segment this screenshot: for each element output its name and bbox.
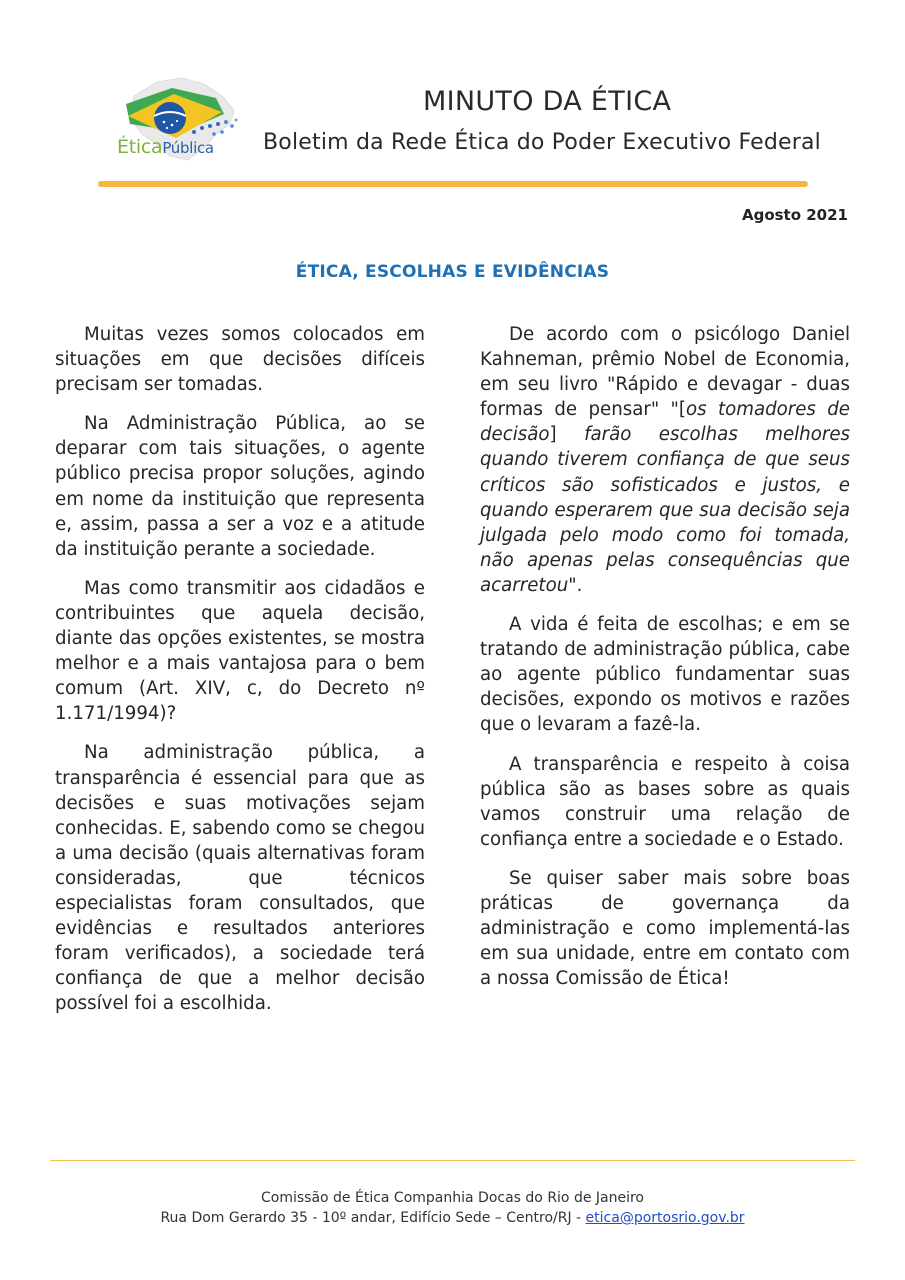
paragraph: Muitas vezes somos colocados em situações em que decisões difíceis precisam ser tomadas. <box>55 324 425 396</box>
paragraph: Se quiser saber mais sobre boas práticas de governança da administração e como implementá-las em sua unidade, entre em contato com a nossa Comissão de Ética! <box>480 867 850 990</box>
quote-intro: De acordo com o psicólogo Daniel Kahneman, prêmio Nobel de Economia, em seu livro "Rápido e devagar - duas formas de pensar" "[ <box>480 324 850 421</box>
paragraph: Mas como transmitir aos cidadãos e contribuintes que aquela decisão, diante das opções existentes, se mostra melhor e a mais vantajosa para o bem comum (Art. XIV, c, do Decreto nº 1.171/1994)? <box>55 577 425 725</box>
quote-paragraph <box>480 322 850 598</box>
quote-bracket: ] <box>549 424 585 446</box>
bulletin-subtitle: Boletim da Rede Ética do Poder Executivo Federal <box>263 130 821 155</box>
article-headline: ÉTICA, ESCOLHAS E EVIDÊNCIAS <box>295 262 610 282</box>
paragraph: A transparência e respeito à coisa pública são as bases sobre as quais vamos construir uma relação de confiança entre a sociedade e o Estado. <box>480 753 850 850</box>
quote-end: ". <box>568 574 583 596</box>
left-column <box>55 322 425 1030</box>
logo-wordmark <box>117 136 214 159</box>
logo-word-publica: Pública <box>162 139 214 157</box>
footer-organization: Comissão de Ética Companhia Docas do Rio de Janeiro <box>260 1190 644 1206</box>
paragraph: Na Administração Pública, ao se deparar com tais situações, o agente público precisa propor soluções, agindo em nome da instituição que representa e, assim, passa a ser a voz e a atitude da instituição perante a sociedade. <box>55 413 425 560</box>
right-column <box>480 322 850 1005</box>
paragraph: Na administração pública, a transparência é essencial para que as decisões e suas motivações sejam conhecidas. E, sabendo como se chegou a uma decisão (quais alternativas foram consideradas, que técnicos especialistas foram consultados, que evidências e resultados anteriores foram verificados), a sociedade terá confiança de que a melhor decisão possível foi a escolhida. <box>55 742 425 1015</box>
header-divider <box>98 181 808 187</box>
footer-divider <box>50 1160 855 1161</box>
logo-word-etica: Ética <box>117 136 163 158</box>
quote-italic-subject: os tomadores de decisão <box>480 399 850 446</box>
footer-address: Rua Dom Gerardo 35 - 10º andar, Edifício Sede – Centro/RJ - <box>160 1210 586 1226</box>
bulletin-title: MINUTO DA ÉTICA <box>423 86 672 117</box>
footer-address-line <box>0 1208 905 1228</box>
issue-date: Agosto 2021 <box>741 206 848 224</box>
quote-italic-body: farão escolhas melhores quando tiverem confiança de que seus críticos são sofisticados e justos, e quando esperarem que sua decisão seja julgada pelo modo como foi tomada, não apenas pelas consequências que acarretou <box>480 424 850 596</box>
footer <box>0 1188 905 1228</box>
paragraph: A vida é feita de escolhas; e em se tratando de administração pública, cabe ao agente público fundamentar suas decisões, expondo os motivos e razões que o levaram a fazê-la. <box>480 614 850 736</box>
footer-email-link[interactable]: etica@portosrio.gov.br <box>585 1210 745 1226</box>
